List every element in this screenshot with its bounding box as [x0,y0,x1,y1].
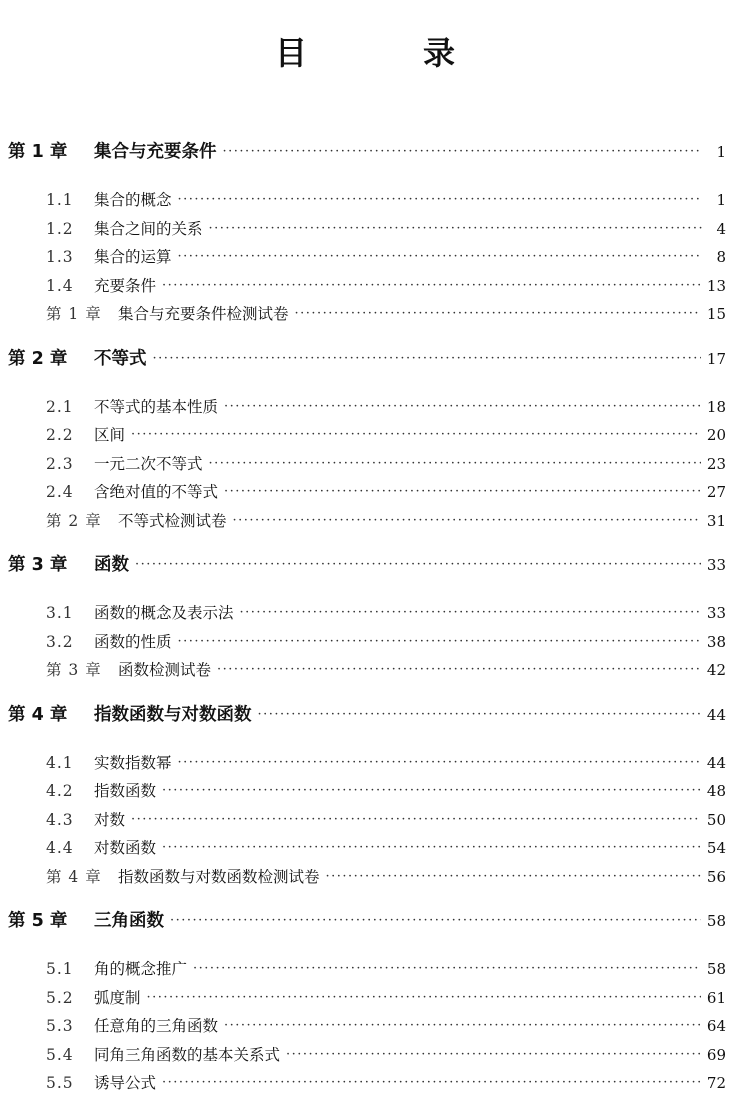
entry-page-number: 8 [716,248,726,266]
entry-page-number: 23 [706,454,726,473]
dot-leader [224,399,701,414]
entry-page-number: 64 [706,1017,726,1035]
entry-number: 4.3 [46,810,74,829]
entry-page-number: 69 [706,1045,726,1064]
entry-title: 不等式的基本性质 [94,397,219,416]
entry-page-number: 50 [706,810,726,829]
entry-title: 对数 [94,810,126,829]
entry-number: 3.2 [46,632,74,651]
entry-title: 指数函数 [94,782,157,800]
toc-section-entry[interactable] [46,274,726,296]
entry-number: 第 4 章 [46,867,102,886]
toc-section-entry[interactable] [46,751,726,773]
dot-leader [209,221,702,236]
toc-section-entry[interactable] [46,395,726,417]
toc-chapter-entry[interactable] [8,907,726,932]
dot-leader [170,913,701,928]
toc-section-entry[interactable] [46,423,726,445]
entry-title: 集合的运算 [94,248,172,266]
dot-leader [178,755,701,770]
entry-number: 第 3 章 [8,555,68,575]
entry-page-number: 61 [706,988,726,1007]
toc-review-entry[interactable] [46,658,726,680]
entry-page-number: 33 [706,556,726,574]
entry-page-number: 44 [706,753,726,772]
entry-page-number: 1 [716,191,726,209]
entry-number: 2.4 [46,483,74,501]
entry-number: 5.5 [46,1074,74,1092]
entry-title: 任意角的三角函数 [94,1017,219,1035]
entry-title: 诱导公式 [94,1074,157,1092]
entry-title: 集合的概念 [94,191,172,209]
entry-page-number: 38 [706,632,726,651]
dot-leader [162,840,701,855]
dot-leader [162,278,701,293]
entry-number: 4.2 [46,782,74,800]
entry-number: 4.1 [46,753,74,772]
entry-title: 区间 [94,426,126,444]
dot-leader [286,1047,701,1062]
dot-leader [178,249,702,264]
entry-title: 含绝对值的不等式 [94,483,219,501]
entry-number: 2.2 [46,426,74,444]
entry-page-number: 58 [706,960,726,978]
entry-page-number: 15 [706,305,726,323]
dot-leader [178,192,702,207]
entry-title: 实数指数幂 [94,753,172,772]
entry-page-number: 72 [706,1074,726,1092]
entry-page-number: 33 [706,604,726,622]
entry-page-number: 54 [706,839,726,857]
toc-section-entry[interactable] [46,1071,726,1093]
entry-title: 一元二次不等式 [94,454,203,473]
dot-leader [217,662,701,677]
entry-title: 函数检测试卷 [118,661,212,679]
entry-number: 5.1 [46,960,74,978]
dot-leader [153,351,701,366]
entry-title: 弧度制 [94,988,141,1007]
dot-leader [258,707,701,722]
entry-title: 函数 [94,555,129,575]
toc-section-entry[interactable] [46,957,726,979]
dot-leader [224,484,701,499]
toc-chapter-entry[interactable] [8,138,726,163]
entry-title: 函数的概念及表示法 [94,604,234,622]
toc-section-entry[interactable] [46,452,726,474]
dot-leader [178,634,701,649]
toc-review-entry[interactable] [46,865,726,887]
entry-number: 1.1 [46,191,74,209]
toc-section-entry[interactable] [46,217,726,239]
toc-review-entry[interactable] [46,509,726,531]
dot-leader [131,812,701,827]
toc-section-entry[interactable] [46,808,726,830]
entry-title: 函数的性质 [94,632,172,651]
toc-section-entry[interactable] [46,836,726,858]
dot-leader [135,557,701,572]
entry-title: 集合与充要条件检测试卷 [118,305,289,323]
entry-number: 5.2 [46,988,74,1007]
entry-page-number: 18 [706,397,726,416]
entry-page-number: 27 [706,483,726,501]
entry-number: 2.1 [46,397,74,416]
entry-title: 指数函数与对数函数检测试卷 [118,867,320,886]
dot-leader [131,427,701,442]
entry-number: 第 2 章 [8,348,68,369]
entry-number: 第 1 章 [8,142,68,162]
entry-page-number: 13 [706,276,726,295]
toc-chapter-entry[interactable] [8,701,726,726]
entry-page-number: 58 [706,912,726,930]
entry-page-number: 4 [716,219,726,238]
dot-leader [240,605,701,620]
entry-number: 3.1 [46,604,74,622]
entry-title: 同角三角函数的基本关系式 [94,1045,281,1064]
entry-page-number: 44 [706,705,726,724]
entry-title: 不等式 [94,348,147,369]
toc-section-entry[interactable] [46,986,726,1008]
dot-leader [162,783,701,798]
entry-title: 充要条件 [94,276,157,295]
entry-title: 三角函数 [94,911,164,931]
entry-number: 5.3 [46,1017,74,1035]
toc-chapter-entry[interactable] [8,345,726,370]
page-title: 目 录 [274,34,497,72]
entry-number: 1.3 [46,248,74,266]
dot-leader [233,513,701,528]
entry-page-number: 56 [706,867,726,886]
toc-section-entry[interactable] [46,779,726,801]
entry-number: 第 5 章 [8,911,68,931]
entry-page-number: 48 [706,782,726,800]
entry-title: 不等式检测试卷 [118,511,227,530]
dot-leader [326,869,701,884]
entry-number: 1.2 [46,219,74,238]
dot-leader [224,1018,701,1033]
toc-section-entry[interactable] [46,1014,726,1036]
entry-title: 指数函数与对数函数 [94,704,252,725]
entry-number: 4.4 [46,839,74,857]
toc-section-entry[interactable] [46,188,726,210]
dot-leader [223,144,703,159]
entry-title: 集合之间的关系 [94,219,203,238]
toc-section-entry[interactable] [46,601,726,623]
entry-title: 角的概念推广 [94,960,188,978]
entry-title: 集合与充要条件 [94,142,217,162]
entry-page-number: 42 [706,661,726,679]
toc-section-entry[interactable] [46,630,726,652]
entry-number: 2.3 [46,454,74,473]
toc-review-entry[interactable] [46,302,726,324]
entry-number: 第 3 章 [46,661,102,679]
entry-title: 对数函数 [94,839,157,857]
entry-number: 第 1 章 [46,305,102,323]
entry-page-number: 1 [716,143,726,161]
entry-page-number: 20 [706,426,726,444]
toc-section-entry[interactable] [46,245,726,267]
entry-page-number: 17 [706,349,726,368]
toc-section-entry[interactable] [46,480,726,502]
dot-leader [209,456,701,471]
dot-leader [295,306,701,321]
entry-page-number: 31 [706,511,726,530]
entry-number: 5.4 [46,1045,74,1064]
dot-leader [193,961,701,976]
dot-leader [162,1075,701,1090]
toc-chapter-entry[interactable] [8,551,726,576]
entry-number: 第 2 章 [46,511,102,530]
toc-section-entry[interactable] [46,1043,726,1065]
dot-leader [147,990,701,1005]
entry-number: 1.4 [46,276,74,295]
entry-number: 第 4 章 [8,704,68,725]
